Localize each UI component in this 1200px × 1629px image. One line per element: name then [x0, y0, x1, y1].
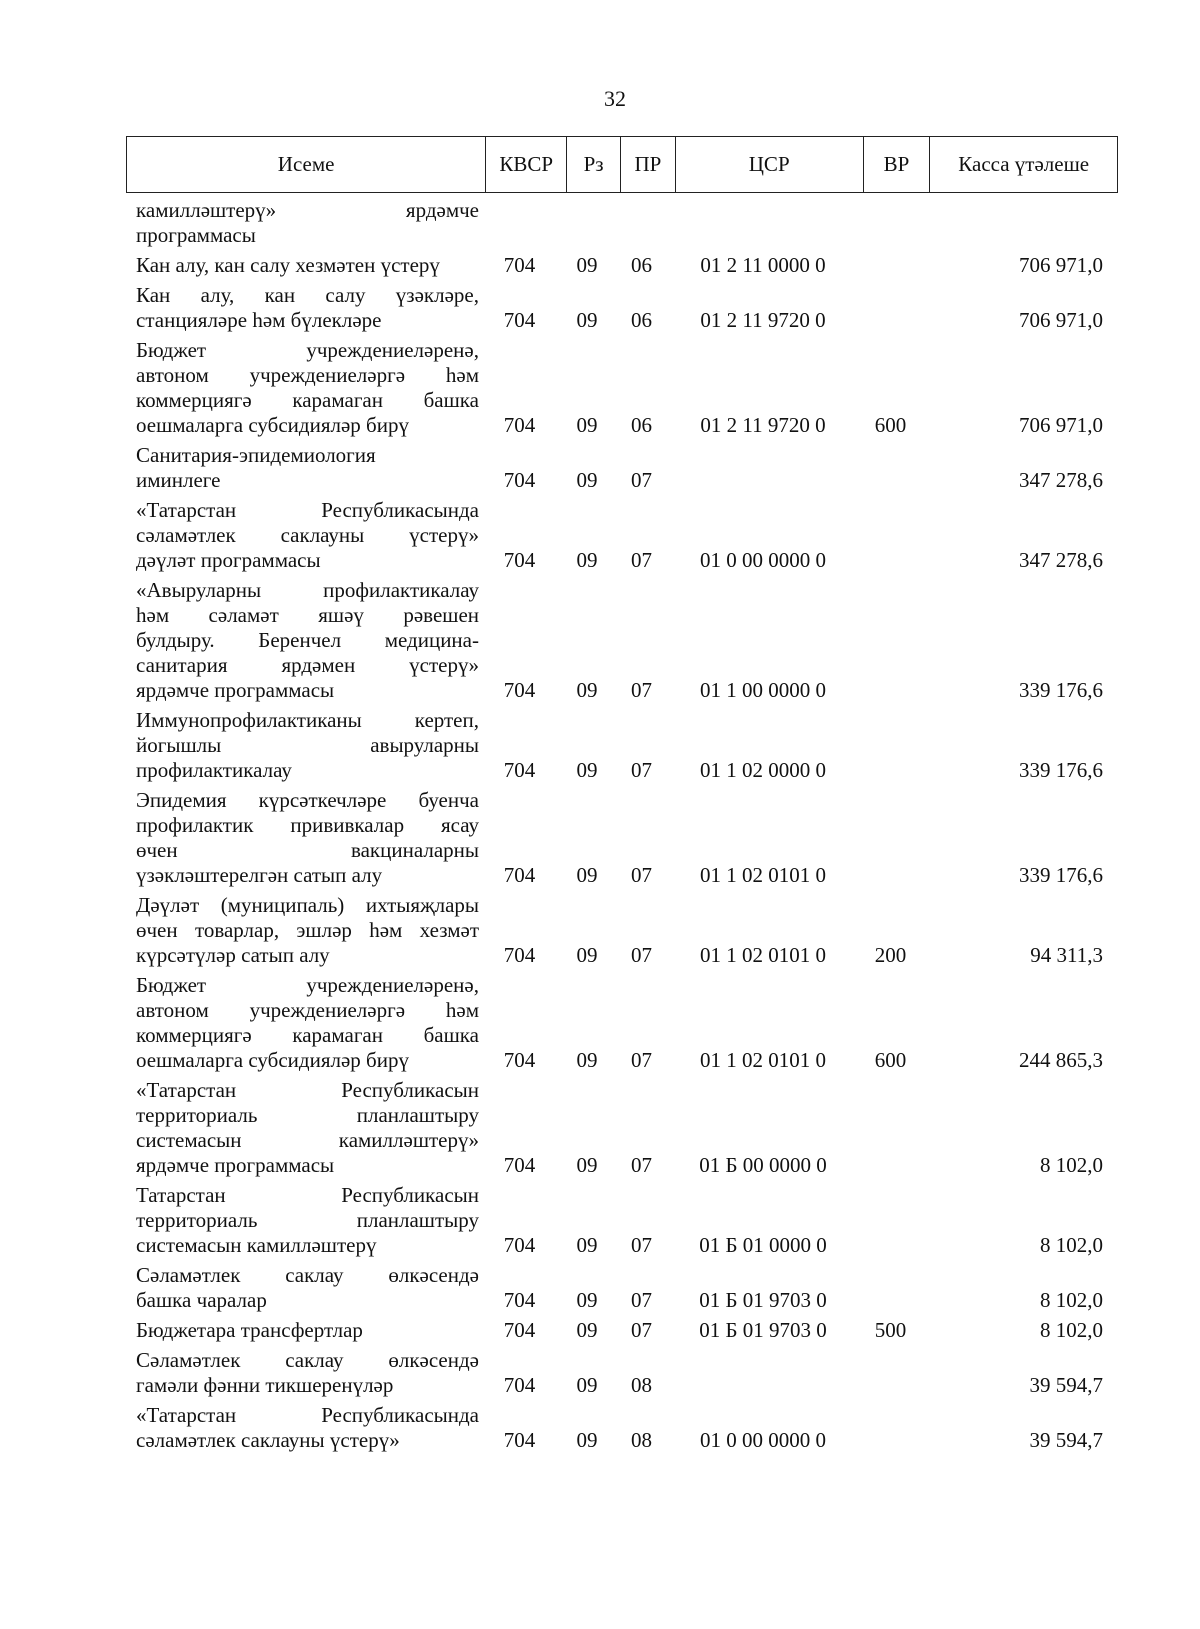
- kassa-cell: 8 102,0: [1040, 1233, 1103, 1257]
- name-line: Кан алу, кан салу хезмәтен үстерү: [136, 253, 440, 277]
- name-line: Эпидемия күрсәткечләре буенча: [136, 788, 479, 812]
- pr-cell: 06: [631, 308, 652, 332]
- kvsr-cell: 704: [503, 1428, 536, 1452]
- name-line: дәүләт программасы: [136, 548, 321, 572]
- pr-cell: 07: [631, 1318, 652, 1342]
- csr-cell: 01 0 00 0000 0: [700, 548, 826, 572]
- rz-cell: 09: [576, 468, 598, 492]
- name-line: коммерциягә карамаган башка: [136, 388, 479, 412]
- name-line: санитария ярдәмен үстерү»: [136, 653, 479, 677]
- pr-cell: 07: [631, 1048, 652, 1072]
- name-line: һәм сәламәт яшәү рәвешен: [136, 603, 479, 627]
- table-row: [126, 1313, 1118, 1343]
- csr-cell: 01 0 00 0000 0: [700, 1428, 826, 1452]
- kassa-cell: 39 594,7: [1029, 1428, 1103, 1452]
- header-csr: ЦСР: [676, 137, 864, 192]
- name-line: ярдәмче программасы: [136, 1153, 335, 1177]
- table-row: [126, 493, 1118, 573]
- name-line: өчен вакциналарны: [136, 838, 479, 862]
- kvsr-cell: 704: [503, 1233, 536, 1257]
- name-line: оешмаларга субсидияләр бирү: [136, 413, 409, 437]
- pr-cell: 07: [631, 548, 652, 572]
- name-line: Бюджет учреждениеләренә,: [136, 338, 479, 362]
- kassa-cell: 8 102,0: [1040, 1153, 1103, 1177]
- table-row: [126, 438, 1118, 493]
- header-name: Исеме: [127, 137, 486, 192]
- header-kassa: Касса үтәлеше: [958, 152, 1090, 176]
- name-line: «Татарстан Республикасында: [136, 498, 479, 522]
- csr-cell: 01 2 11 9720 0: [700, 413, 826, 437]
- pr-cell: 07: [631, 943, 652, 967]
- vr-cell: 600: [874, 1048, 907, 1072]
- header-pr: ПР: [621, 137, 676, 192]
- name-cell: [126, 893, 479, 968]
- table-row: [126, 1343, 1118, 1398]
- kvsr-cell: 704: [503, 1153, 536, 1177]
- kvsr-cell: 704: [503, 1048, 536, 1072]
- csr-cell: 01 Б 00 0000 0: [699, 1153, 827, 1177]
- table-row: [126, 1073, 1118, 1178]
- name-line: Санитария-эпидемиология: [136, 443, 376, 467]
- kassa-cell: 8 102,0: [1040, 1288, 1103, 1312]
- name-cell: [126, 1263, 479, 1313]
- csr-cell: 01 1 02 0101 0: [700, 1048, 826, 1072]
- rz-cell: 09: [576, 758, 598, 782]
- table-row: [126, 278, 1118, 333]
- name-cell: [126, 253, 479, 278]
- name-line: Дәүләт (муниципаль) ихтыяҗлары: [136, 893, 479, 917]
- table-row: [126, 968, 1118, 1073]
- name-line: коммерциягә карамаган башка: [136, 1023, 479, 1047]
- name-line: «Авыруларны профилактикалау: [136, 578, 479, 602]
- csr-cell: 01 2 11 9720 0: [700, 308, 826, 332]
- rz-cell: 09: [576, 1048, 598, 1072]
- vr-cell: 600: [874, 413, 907, 437]
- pr-cell: 07: [631, 863, 652, 887]
- name-line: булдыру. Беренчел медицина-: [136, 628, 479, 652]
- rz-cell: 09: [576, 863, 598, 887]
- name-cell: [126, 1318, 479, 1343]
- name-line: башка чаралар: [136, 1288, 267, 1312]
- kvsr-cell: 704: [503, 548, 536, 572]
- kassa-cell: 8 102,0: [1040, 1318, 1103, 1342]
- name-line: оешмаларга субсидияләр бирү: [136, 1048, 409, 1072]
- name-line: камилләштерү» ярдәмче: [136, 198, 479, 222]
- table-row: [126, 1258, 1118, 1313]
- pr-cell: 07: [631, 1153, 652, 1177]
- table-row: [126, 1398, 1118, 1453]
- name-cell: [126, 498, 479, 573]
- name-line: Татарстан Республикасын: [136, 1183, 479, 1207]
- name-line: Сәламәтлек саклау өлкәсендә: [136, 1263, 479, 1287]
- csr-cell: 01 1 02 0000 0: [700, 758, 826, 782]
- rz-cell: 09: [576, 943, 598, 967]
- name-cell: [126, 1348, 479, 1398]
- name-cell: [126, 198, 479, 248]
- table-row: [126, 783, 1118, 888]
- kvsr-cell: 704: [503, 1373, 536, 1397]
- pr-cell: 07: [631, 1288, 652, 1312]
- rz-cell: 09: [576, 308, 598, 332]
- name-line: иминлеге: [136, 468, 221, 492]
- table-row: [126, 888, 1118, 968]
- kassa-cell: 244 865,3: [1019, 1048, 1103, 1072]
- kvsr-cell: 704: [503, 1288, 536, 1312]
- name-cell: [126, 338, 479, 438]
- pr-cell: 06: [631, 413, 652, 437]
- table-row: [126, 248, 1118, 278]
- rz-cell: 09: [576, 1233, 598, 1257]
- kvsr-cell: 704: [503, 1318, 536, 1342]
- name-line: сәламәтлек саклауны үстерү»: [136, 1428, 400, 1452]
- kassa-cell: 706 971,0: [1019, 253, 1103, 277]
- kassa-cell: 339 176,6: [1019, 863, 1103, 887]
- name-line: «Татарстан Республикасын: [136, 1078, 479, 1102]
- name-line: автоном учреждениеләргә һәм: [136, 363, 479, 387]
- rz-cell: 09: [576, 253, 598, 277]
- name-cell: [126, 973, 479, 1073]
- table-row: [126, 193, 1118, 248]
- name-line: программасы: [136, 223, 256, 247]
- name-line: «Татарстан Республикасында: [136, 1403, 479, 1427]
- name-line: станцияләре һәм бүлекләре: [136, 308, 382, 332]
- name-cell: [126, 443, 479, 493]
- kvsr-cell: 704: [503, 678, 536, 702]
- name-line: системасын камилләштерү: [136, 1233, 377, 1257]
- page-number: 32: [604, 86, 626, 111]
- name-line: Иммунопрофилактиканы кертеп,: [136, 708, 479, 732]
- rz-cell: 09: [576, 413, 598, 437]
- rz-cell: 09: [576, 1428, 598, 1452]
- kvsr-cell: 704: [503, 943, 536, 967]
- name-line: өчен товарлар, эшләр һәм хезмәт: [136, 918, 479, 942]
- pr-cell: 07: [631, 678, 652, 702]
- name-line: профилактик прививкалар ясау: [136, 813, 479, 837]
- vr-cell: 500: [874, 1318, 907, 1342]
- rz-cell: 09: [576, 1153, 598, 1177]
- rz-cell: 09: [576, 1318, 598, 1342]
- kvsr-cell: 704: [503, 308, 536, 332]
- name-cell: [126, 1183, 479, 1258]
- name-line: системасын камилләштерү»: [136, 1128, 479, 1152]
- name-cell: [126, 283, 479, 333]
- csr-cell: 01 2 11 0000 0: [700, 253, 826, 277]
- table-body: [126, 193, 1118, 1453]
- kassa-cell: 94 311,3: [1030, 943, 1103, 967]
- pr-cell: 07: [631, 1233, 652, 1257]
- name-line: территориаль планлаштыру: [136, 1103, 479, 1127]
- csr-cell: 01 Б 01 9703 0: [699, 1288, 827, 1312]
- table-row: [126, 703, 1118, 783]
- name-line: сәламәтлек саклауны үстерү»: [136, 523, 479, 547]
- pr-cell: 08: [631, 1428, 652, 1452]
- name-cell: [126, 788, 479, 888]
- name-line: Кан алу, кан салу үзәкләре,: [136, 283, 479, 307]
- name-cell: [126, 578, 479, 703]
- pr-cell: 08: [631, 1373, 652, 1397]
- name-line: үзәкләштерелгән сатып алу: [136, 863, 383, 887]
- name-line: профилактикалау: [136, 758, 292, 782]
- csr-cell: 01 1 00 0000 0: [700, 678, 826, 702]
- csr-cell: 01 1 02 0101 0: [700, 863, 826, 887]
- kvsr-cell: 704: [503, 863, 536, 887]
- header-vr: ВР: [864, 137, 931, 192]
- rz-cell: 09: [576, 548, 598, 572]
- kassa-cell: 706 971,0: [1019, 308, 1103, 332]
- name-line: автоном учреждениеләргә һәм: [136, 998, 479, 1022]
- kvsr-cell: 704: [503, 468, 536, 492]
- kvsr-cell: 704: [503, 413, 536, 437]
- name-cell: [126, 1403, 479, 1453]
- name-line: ярдәмче программасы: [136, 678, 335, 702]
- header-rz: Рз: [567, 137, 621, 192]
- budget-table: [126, 136, 1118, 1453]
- name-cell: [126, 708, 479, 783]
- name-line: күрсәтүләр сатып алу: [136, 943, 330, 967]
- kassa-cell: 347 278,6: [1019, 548, 1103, 572]
- pr-cell: 07: [631, 758, 652, 782]
- kassa-cell: 706 971,0: [1019, 413, 1103, 437]
- rz-cell: 09: [576, 1288, 598, 1312]
- name-line: йогышлы авыруларны: [136, 733, 479, 757]
- table-row: [126, 1178, 1118, 1258]
- kvsr-cell: 704: [503, 253, 536, 277]
- table-row: [126, 573, 1118, 703]
- table-header: [126, 136, 1118, 193]
- kassa-cell: 39 594,7: [1029, 1373, 1103, 1397]
- pr-cell: 07: [631, 468, 652, 492]
- vr-cell: 200: [874, 943, 907, 967]
- pr-cell: 06: [631, 253, 652, 277]
- csr-cell: 01 Б 01 9703 0: [699, 1318, 827, 1342]
- kassa-cell: 347 278,6: [1019, 468, 1103, 492]
- csr-cell: 01 Б 01 0000 0: [699, 1233, 827, 1257]
- rz-cell: 09: [576, 678, 598, 702]
- name-line: Сәламәтлек саклау өлкәсендә: [136, 1348, 479, 1372]
- name-line: Бюджет учреждениеләренә,: [136, 973, 479, 997]
- name-cell: [126, 1078, 479, 1178]
- name-line: территориаль планлаштыру: [136, 1208, 479, 1232]
- kassa-cell: 339 176,6: [1019, 758, 1103, 782]
- csr-cell: 01 1 02 0101 0: [700, 943, 826, 967]
- kassa-cell: 339 176,6: [1019, 678, 1103, 702]
- name-line: Бюджетара трансфертлар: [136, 1318, 363, 1342]
- rz-cell: 09: [576, 1373, 598, 1397]
- kvsr-cell: 704: [503, 758, 536, 782]
- name-line: гамәли фәнни тикшеренүләр: [136, 1373, 394, 1397]
- header-kvsr: КВСР: [486, 137, 567, 192]
- table-row: [126, 333, 1118, 438]
